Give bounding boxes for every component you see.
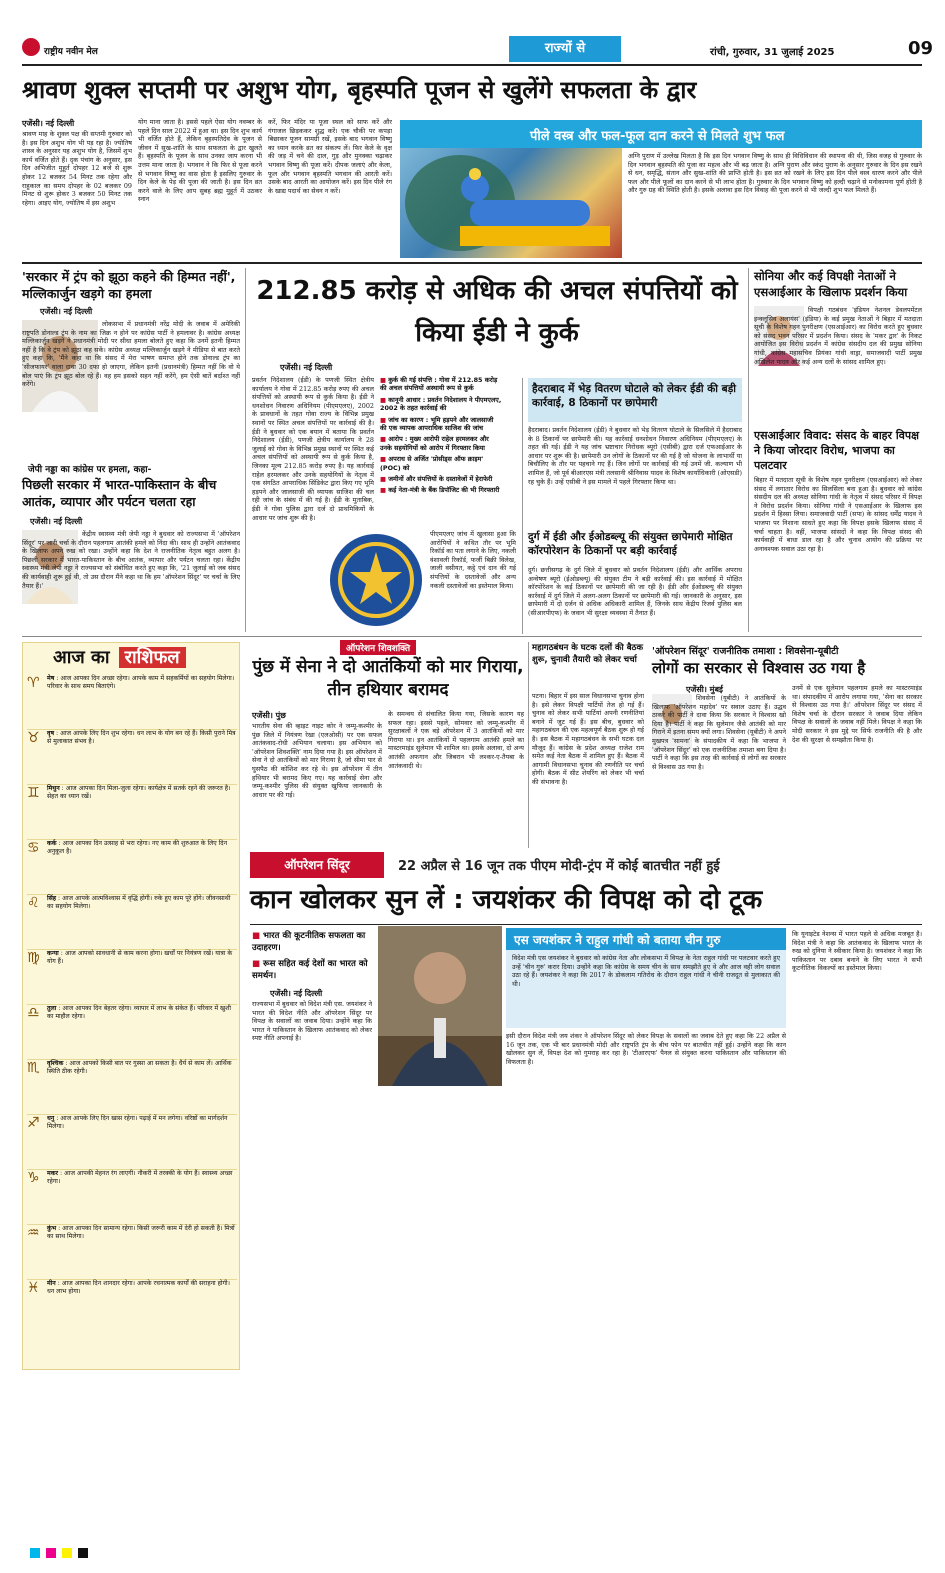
rashifal-sign: कन्या <box>47 950 59 957</box>
lead-banner-text: पीले वस्त्र और फल-फूल दान करने से मिलते शुभ फल <box>530 129 785 144</box>
reg-mark <box>78 1548 88 1558</box>
divider-1 <box>22 262 922 264</box>
ed-box-4: ■ आरोप : मुख्य आरोपी राहेल हरमलकर और उनके सहयोगियों को आरोप में गिरफ्तार किया <box>380 435 502 452</box>
rashifal-text: आज आपके लिए दिन खास रहेगा। पढ़ाई में मन लगेगा। वरिष्ठों का मार्गदर्शन मिलेगा। <box>47 1115 228 1131</box>
zodiac-icon: ♍ <box>27 950 40 966</box>
lead-col-2: योग माना जाता है। इससे पहले ऐसा योग नवम्बर के पहले दिन साल 2022 में हुआ था। इस दिन शुभ कार्य भी वर्जित होते हैं, लेकिन बृहस्पतिदेव के पूजन से जीवन में सुख-शांति के साथ सफलता के द्वार खुलते हैं। बृहस्पति के पूजन के साथ उनका जाप करना भी उत्तम माना जाता है। भगवान ने कि फिर से पूजा करने से भगवान विष्णु का वास होता है इसलिए गुरुवार के दिन केले के पेड़ की पूजा की जाती है। इस दिन व्रत करने वाले के लिए आप सुबह ब्रह्म मुहूर्त में उठकर स्नान <box>138 118 262 204</box>
shivsena-text: शिवसेना (यूबीटी) ने आतंकियों के खिलाफ 'ऑपरेशन महादेव' पर सवाल उठाए हैं। उद्धव ठाकरे की पार्टी ने दावा किया कि सरकार ने विश्वास खो दिया है। पार्टी ने कहा कि सुलेमान जैसे आतंकी को मार गिराने में इतना समय क्यों लगा। शिवसेना (यूबीटी) ने अपने मुखपत्र 'सामना' के संपादकीय में कहा कि भाजपा ने 'ऑपरेशन सिंदूर' को एक राजनीतिक तमाशा बना दिया है। पार्टी ने कहा कि इस तरह की कार्रवाई से लोगों का सरकार से विश्वास उठ गया है। <box>652 694 786 771</box>
rashifal-item: ♏ वृश्चिक : आज आपको किसी बात पर गुस्सा आ सकता है। धैर्य से काम लें। आर्थिक स्थिति ठीक रहेगी। <box>27 1060 237 1115</box>
sindoor-left-text: राज्यसभा में बुधवार को विदेश मंत्री एस. जयशंकर ने भारत की विदेश नीति और ऑपरेशन सिंदूर पर विपक्ष के सवालों का जवाब दिया। उन्होंने कहा कि भारत ने पाकिस्तान के खिलाफ आतंकवाद को लेकर स्पष्ट नीति अपनाई है। <box>252 1000 372 1043</box>
ed-box-5: ■ अपराध से अर्जित 'प्रोसीड्स ऑफ क्राइम' (POC) को <box>380 455 502 472</box>
ed-emblem-icon <box>326 530 426 630</box>
ed-box-7: ■ कई नेता-मंत्री के बैंक डिपॉजिट की भी गिरफ्तारी <box>380 486 502 494</box>
rashifal-sign: कर्क <box>47 840 57 847</box>
shivsena-kicker: 'ऑपरेशन सिंदूर' राजनीतिक तमाशा : शिवसेना-यूबीटी <box>652 646 839 657</box>
nadda-dateline: एजेंसी। नई दिल्ली <box>30 517 83 526</box>
sir-text: बिहार में मतदाता सूची के विशेष गहन पुनरीक्षण (एसआईआर) को लेकर संसद में लगातार विरोध का सिलसिला बना हुआ है। बुधवार को कांग्रेस संसदीय दल की अध्यक्ष सोनिया गांधी के नेतृत्व में संसद परिसर में विपक्ष ने विरोध प्रदर्शन किया। सोनिया गांधी ने एसआईआर के खिलाफ इस प्रदर्शन में हिस्सा लिया। समाजवादी पार्टी (सपा) के सांसद धर्मेंद्र यादव ने भाजपा पर निशाना साधते हुए कहा कि विपक्ष इसके खिलाफ संसद में चर्चा चाहता है। वहीं, भाजपा सांसदों ने कहा कि विपक्ष संसद की कार्यवाही में बाधा डाल रहा है और चुनाव आयोग की प्रक्रिया पर अनावश्यक सवाल उठा रहा है। <box>754 476 922 553</box>
rashifal-sign: मीन <box>47 1280 56 1287</box>
divider-2 <box>22 636 922 637</box>
blue-box-headline: एस जयशंकर ने राहुल गांधी को बताया चीन गुरु <box>514 933 721 947</box>
rashifal-item: ♒ कुंभ : आज आपका दिन सामान्य रहेगा। किसी जरूरी काम में देरी हो सकती है। मित्रों का साथ मिलेगा। <box>27 1225 237 1280</box>
rashifal-sign: मेष <box>47 675 55 682</box>
rashifal-title <box>53 645 186 669</box>
jaishankar-blue-box <box>506 928 786 950</box>
kharge-dateline: एजेंसी। नई दिल्ली <box>40 307 93 316</box>
lead-col-1: श्रावण माह के शुक्ल पक्ष की सप्तमी गुरुवार को है। इस दिन अशुभ योग भी पड़ रहा है। ज्योतिष शास्त्र के अनुसार यह अशुभ योग है, जिसमें शुभ कार्य वर्जित होते हैं। दृक पंचांग के अनुसार, इस दिन अभिजीत मुहूर्त दोपहर 12 बजे से शुरू होकर 12 बजकर 54 मिनट तक रहेगा और राहुकाल का समय दोपहर के 02 बजकर 09 मिनट से शुरू होकर 3 बजकर 50 मिनट तक रहेगा। आइए योग, ज्योतिष में इस अशुभ <box>22 130 132 207</box>
sindoor-bullets <box>252 930 372 982</box>
divider-v3 <box>748 268 749 632</box>
rashifal-sign: धनु <box>47 1115 55 1122</box>
jaishankar-blue-body <box>506 950 786 1028</box>
shivsena-headline: लोगों का सरकार से विश्वास उठ गया है <box>652 659 866 677</box>
ed-logo <box>326 530 426 630</box>
poonch-kicker: ऑपरेशन शिवशक्ति <box>340 640 416 655</box>
rashifal-item: ♑ मकर : आज आपकी मेहनत रंग लाएगी। नौकरी में तरक्की के योग हैं। स्वास्थ्य अच्छा रहेगा। <box>27 1170 237 1225</box>
rashifal-text: आज आपका दिन अच्छा रहेगा। आपके काम में सहकर्मियों का सहयोग मिलेगा। परिवार के साथ समय बिताएंगे। <box>47 675 235 691</box>
mahagath-headline: महागठबंधन के घटक दलों की बैठक शुरू, चुनावी तैयारी को लेकर चर्चा <box>532 643 644 665</box>
ed-box-1: ■ कुर्क की गई संपत्ति : गोवा में 212.85 करोड़ की अचल संपत्तियों अस्थायी रूप से कुर्क <box>380 376 502 393</box>
ed-more-text: पीएमएलए जांच में खुलासा हुआ कि आरोपियों ने कथित तौर पर भूमि रिकॉर्ड का पता लगाने के लिए, नकली वंशावली रिकॉर्ड, फर्जी बिक्री विलेख, जाली वसीयत, कट्ठे एवं दान की गई संपत्तियों के दस्तावेजों और अन्य नकली दस्तावेजों का इस्तेमाल किया। <box>430 530 516 590</box>
rashifal-text: आज आपके लिए दिन शुभ रहेगा। धन लाभ के योग बन रहे हैं। किसी पुराने मित्र से मुलाकात संभव है। <box>47 730 236 746</box>
lead-col-3: करें, फिर मंदिर या पूजा स्थल को साफ करें और गंगाजल छिड़ककर शुद्ध करें। एक चौकी पर कपड़ा बिछाकर पूजन सामग्री रखें, इसके बाद भगवान विष्णु का ध्यान करके व्रत का संकल्प लें। फिर केले के वृक्ष की जड़ में चने की दाल, गुड़ और मुनक्का चढ़ाकर भगवान विष्णु की पूजा करें। दीपक जलाएं और केला, फूल और भगवान बृहस्पति भगवान की आरती करें। उसके बाद आरती का आयोजन करें। इस दिन पीले रंग के खाद्य पदार्थ का सेवन न करें। <box>268 118 392 195</box>
ed-info-box <box>380 376 502 526</box>
rashifal-sign: मिथुन <box>47 785 60 792</box>
kharge-headline: 'सरकार में ट्रंप को झूठा कहने की हिम्मत नहीं', मल्लिकार्जुन खड़गे का हमला <box>22 269 236 301</box>
rashifal-text: आज आपका दिन शानदार रहेगा। आपके रचनात्मक कार्यों की सराहना होगी। धन लाभ होगा। <box>47 1280 230 1296</box>
shivsena-dateline: एजेंसी। मुंबई <box>686 685 723 694</box>
sindoor-bottom-text: इसी दौरान विदेश मंत्री जय शंकर ने ऑपरेशन सिंदूर को लेकर विपक्ष के सवालों का जवाब देते हुए कहा कि 22 अप्रैल से 16 जून तक, एक भी बार प्रधानमंत्री मोदी और राष्ट्रपति ट्रंप के बीच फोन पर बातचीत नहीं हुई। उन्होंने कहा कि कान खोलकर सुन लें, विपक्ष देश को गुमराह कर रहा है। 'टीआरएफ' पैनल से संयुक्त करना पाकिस्तान और पाकिस्तान की विफलता है। <box>506 1032 786 1066</box>
mahagath-text: पटना। बिहार में इस साल विधानसभा चुनाव होना है। इसे लेकर विपक्षी पार्टियों तेज हो गई हैं। चुनाव को लेकर सभी पार्टियां अपनी रणनीतियां बनाने में जुट गई हैं। इस बीच, बुधवार को महागठबंधन की एक महत्वपूर्ण बैठक शुरू हो गई है। इस बैठक में महागठबंधन के सभी घटक दल मौजूद हैं। कांग्रेस के प्रदेश अध्यक्ष राजेश राम समेत कई नेता बैठक में शामिल हुए हैं। बैठक में आगामी विधानसभा चुनाव की रणनीति पर चर्चा होगी। बैठक में सीट शेयरिंग को लेकर भी चर्चा की संभावना है। <box>532 692 644 786</box>
rashifal-sign: कुंभ <box>47 1225 57 1232</box>
sonia-headline: सोनिया और कई विपक्षी नेताओं ने एसआईआर के खिलाफ प्रदर्शन किया <box>754 269 908 299</box>
zodiac-icon: ♓ <box>27 1280 40 1296</box>
rashifal-text: आज आपका दिन मिला-जुला रहेगा। कार्यक्षेत्र में सतर्क रहने की जरूरत है। सेहत का ध्यान रखें। <box>47 785 231 801</box>
print-registration-strip <box>30 1548 915 1558</box>
lead-headline: श्रावण शुक्ल सप्तमी पर अशुभ योग, बृहस्पति पूजन से खुलेंगे सफलता के द्वार <box>22 76 697 104</box>
rashifal-item: ♐ धनु : आज आपके लिए दिन खास रहेगा। पढ़ाई में मन लगेगा। वरिष्ठों का मार्गदर्शन मिलेगा। <box>27 1115 237 1170</box>
rashifal-text: आज आपको किसी बात पर गुस्सा आ सकता है। धैर्य से काम लें। आर्थिक स्थिति ठीक रहेगी। <box>47 1060 232 1076</box>
rashifal-sign: वृष <box>47 730 55 737</box>
jaishankar-portrait <box>378 926 502 1086</box>
zodiac-icon: ♑ <box>27 1170 40 1186</box>
zodiac-icon: ♉ <box>27 730 40 746</box>
rashifal-text: आज आपका दिन उत्साह से भरा रहेगा। नए काम की शुरुआत के लिए दिन अनुकूल है। <box>47 840 228 856</box>
rashifal-panel <box>22 642 240 1370</box>
zodiac-icon: ♌ <box>27 895 40 911</box>
ed-dateline: एजेंसी। नई दिल्ली <box>280 363 333 372</box>
rashifal-sign: तुला <box>47 1005 57 1012</box>
hyderabad-text: हैदराबाद। प्रवर्तन निदेशालय (ईडी) ने बुधवार को भेड़ वितरण घोटाले के सिलसिले में हैदराबाद के 8 ठिकानों पर छापेमारी की। यह कार्रवाई धनशोधन निवारण अधिनियम (पीएमएलए) के तहत की गई। ईडी ने यह जांच भ्रष्टाचार निरोधक ब्यूरो (एसीबी) द्वारा दर्ज एफआईआर के आधार पर शुरू की है। छापेमारी उन लोगों के ठिकानों पर की गई है जो योजना के लाभार्थी या बिचौलिए के तौर पर पहचाने गए हैं। जिन लोगों पर कार्रवाई की गई उनमें जी. कल्याण भी शामिल हैं, जो पूर्व बीआरएस मंत्री तलसानी श्रीनिवास यादव के विशेष कार्याधिकारी (ओएसडी) रह चुके हैं। उन्हें एसीबी ने इस मामले में पहले गिरफ्तार किया था। <box>528 426 742 486</box>
divider-3 <box>250 924 922 925</box>
durg-text: दुर्ग। छत्तीसगढ़ के दुर्ग जिले में बुधवार को प्रवर्तन निदेशालय (ईडी) और आर्थिक अपराध अन्वेषण ब्यूरो (ईओडब्ल्यू) की संयुक्त टीम ने बड़ी कार्रवाई की। इस कार्रवाई में मोक्षित कॉरपोरेशन के कई ठिकानों पर छापेमारी की जा रही है। ईडी और ईओडब्ल्यू की संयुक्त कार्रवाई में दुर्ग जिले में अलग-अलग ठिकानों पर छापेमारी की गई। जानकारी के अनुसार, इस छापेमारी में दो दर्जन से अधिक अधिकारी शामिल हैं, जिनके साथ केंद्रीय रिजर्व पुलिस बल (सीआरपीएफ) के जवान भी सुरक्षा व्यवस्था में तैनात हैं। <box>528 566 742 617</box>
ed-box-3: ■ जांच का कारण : भूमि हड़पने और जालसाजी की एक व्यापक आपराधिक साजिश की जांच <box>380 416 502 433</box>
rashifal-item: ♌ सिंह : आज आपके आत्मविश्वास में वृद्धि होगी। रुके हुए काम पूरे होंगे। जीवनसाथी का सहयोग मिलेगा। <box>27 895 237 950</box>
zodiac-icon: ♒ <box>27 1225 40 1241</box>
lead-dateline: एजेंसी। नई दिल्ली <box>22 119 75 128</box>
ed-box-2: ■ कानूनी आधार : प्रवर्तन निदेशालय ने पीएमएलए, 2002 के तहत कार्रवाई की <box>380 396 502 413</box>
brand-logo <box>22 38 152 62</box>
zodiac-icon: ♊ <box>27 785 40 801</box>
rashifal-title-prefix: आज का <box>53 647 110 668</box>
rashifal-item: ♓ मीन : आज आपका दिन शानदार रहेगा। आपके रचनात्मक कार्यों की सराहना होगी। धन लाभ होगा। <box>27 1280 237 1335</box>
zodiac-icon: ♋ <box>27 840 40 856</box>
poonch-headline: पुंछ में सेना ने दो आतंकियों को मार गिराया, तीन हथियार बरामद <box>252 657 524 700</box>
rashifal-title-main: राशिफल <box>119 647 186 668</box>
zodiac-icon: ♐ <box>27 1115 40 1131</box>
divider-v4 <box>528 642 529 848</box>
blue-box-text: विदेश मंत्री एस जयशंकर ने बुधवार को कांग्रेस नेता और लोकसभा में विपक्ष के नेता राहुल गांधी पर पलटवार करते हुए उन्हें 'चीन गुरु' करार दिया। उन्होंने कहा कि कांग्रेस के समय चीन के साथ समझौते हुए थे और आज वही लोग सवाल उठा रहे हैं। जयशंकर ने कहा कि 2017 के डोकलाम गतिरोध के दौरान राहुल गांधी ने चीनी राजदूत से मुलाकात की थी। <box>512 954 780 988</box>
nadda-headline: पिछली सरकार में भारत-पाकिस्तान के बीच आतंक, व्यापार और पर्यटन चलता रहा <box>22 477 217 509</box>
rashifal-sign: सिंह <box>47 895 57 902</box>
poonch-dateline: एजेंसी। पुंछ <box>252 711 286 720</box>
issue-date: रांची, गुरुवार, 31 जुलाई 2025 <box>710 47 835 58</box>
sindoor-dateline: एजेंसी। नई दिल्ली <box>270 989 323 998</box>
lead-banner <box>400 120 922 148</box>
rashifal-text: आज आपका दिन सामान्य रहेगा। किसी जरूरी काम में देरी हो सकती है। मित्रों का साथ मिलेगा। <box>47 1225 235 1241</box>
nadda-kicker: जेपी नड्डा का कांग्रेस पर हमला, कहा- <box>28 465 152 475</box>
rashifal-sign: वृश्चिक <box>47 1060 64 1067</box>
sindoor-bullet: ■ रूस सहित कई देशों का भारत को समर्थन। <box>252 958 372 982</box>
rashifal-text: आज आपको सावधानी से काम करना होगा। खर्चों पर नियंत्रण रखें। यात्रा के योग हैं। <box>47 950 233 966</box>
ed-headline: 212.85 करोड़ से अधिक की अचल संपत्तियों को किया ईडी ने कुर्क <box>256 276 738 348</box>
hyderabad-headline: हैदराबाद में भेड़ वितरण घोटाले को लेकर ईडी की बड़ी कार्रवाई, 8 ठिकानों पर छापेमारी <box>532 383 736 409</box>
reg-mark <box>62 1548 72 1558</box>
vishnu-image <box>400 148 622 258</box>
rashifal-text: आज आपका दिन बेहतर रहेगा। व्यापार में लाभ के संकेत हैं। परिवार में खुशी का माहौल रहेगा। <box>47 1005 231 1021</box>
rashifal-text: आज आपके आत्मविश्वास में वृद्धि होगी। रुके हुए काम पूरे होंगे। जीवनसाथी का सहयोग मिलेगा। <box>47 895 231 911</box>
rashifal-item: ♋ कर्क : आज आपका दिन उत्साह से भरा रहेगा। नए काम की शुरुआत के लिए दिन अनुकूल है। <box>27 840 237 895</box>
rashifal-sign: मकर <box>47 1170 58 1177</box>
zodiac-icon: ♎ <box>27 1005 40 1021</box>
section-tab: राज्यों से <box>509 36 621 62</box>
rashifal-list <box>27 675 237 1335</box>
shivsena-text-2: उनमें से एक सुलेमान पहलगाम हमले का मास्टरमाइंड था। संपादकीय में आरोप लगाया गया, 'सेना का सरकार से विश्वास उठ गया है।' ऑपरेशन सिंदूर पर संसद में विशेष चर्चा के दौरान सरकार ने जवाब दिया लेकिन विपक्ष के सवालों के जवाब नहीं मिले। विपक्ष ने कहा कि मोदी सरकार ने इस मुद्दे पर सिर्फ राजनीति की है और देश की सुरक्षा से समझौता किया है। <box>792 684 922 744</box>
sindoor-kicker: 22 अप्रैल से 16 जून तक पीएम मोदी-ट्रंप में कोई बातचीत नहीं हुई <box>398 859 720 874</box>
poonch-text-2: के समन्वय से संचालित किया गया, जिसके कारण यह सफल रहा। इससे पहले, सोमवार को जम्मू-कश्मीर में सुरक्षाबलों ने एक बड़े ऑपरेशन में 3 आतंकियों को मार गिराया था। इन आतंकियों में पहलगाम आतंकी हमले का मास्टरमाइंड सुलेमान भी शामिल था। इसके अलावा, दो अन्य आतंकी अफगान और जिबरान भी लश्कर-ए-तैयबा के आतंकवादी थे। <box>388 710 524 770</box>
hyderabad-box <box>528 378 742 422</box>
masthead <box>22 34 934 66</box>
sindoor-bullet: ■ भारत की कूटनीतिक सफलता का उदाहरण। <box>252 930 372 954</box>
rashifal-item: ♎ तुला : आज आपका दिन बेहतर रहेगा। व्यापार में लाभ के संकेत हैं। परिवार में खुशी का माहौल रहेगा। <box>27 1005 237 1060</box>
durg-headline: दुर्ग में ईडी और ईओडब्ल्यू की संयुक्त छापेमारी मोक्षित कॉरपोरेशन के ठिकानों पर बड़ी कार्रवाई <box>528 531 733 557</box>
rashifal-text: आज आपकी मेहनत रंग लाएगी। नौकरी में तरक्की के योग हैं। स्वास्थ्य अच्छा रहेगा। <box>47 1170 233 1186</box>
reg-mark <box>46 1548 56 1558</box>
brand-logo-mark <box>22 38 40 56</box>
sonia-text: विपक्षी गठबंधन 'इंडियन नेशनल डेवलपमेंटल इन्क्लूसिव अलायंस' (इंडिया) के कई प्रमुख नेताओं ने बिहार में मतदाता सूची के विशेष गहन पुनरीक्षण (एसआईआर) का विरोध करते हुए बुधवार को संसद भवन परिसर में प्रदर्शन किया। संसद के 'मकर द्वार' के निकट आयोजित इस विरोध प्रदर्शन में कांग्रेस संसदीय दल की प्रमुख सोनिया गांधी, कांग्रेस महासचिव प्रियंका गांधी वाड्रा, समाजवादी पार्टी प्रमुख अखिलेश यादव और कई अन्य दलों के सांसद शामिल हुए। <box>754 306 922 366</box>
sindoor-right-text: कि यूनाइटेड नेशन्स में भारत पहले से अधिक मजबूत है। विदेश मंत्री ने कहा कि आतंकवाद के खिलाफ भारत के रुख को दुनिया ने स्वीकार किया है। जयशंकर ने कहा कि पाकिस्तान पर दबाव बनाने के लिए भारत ने सभी कूटनीतिक विकल्पों का इस्तेमाल किया। <box>792 930 922 973</box>
rashifal-item: ♊ मिथुन : आज आपका दिन मिला-जुला रहेगा। कार्यक्षेत्र में सतर्क रहने की जरूरत है। सेहत का ध्यान रखें। <box>27 785 237 840</box>
poonch-text: भारतीय सेना की व्हाइट नाइट कोर ने जम्मू-कश्मीर के पुंछ जिले में नियंत्रण रेखा (एलओसी) पर एक सफल आतंकवाद-रोधी अभियान चलाया। इस अभियान को 'ऑपरेशन शिवशक्ति' नाम दिया गया है। इस ऑपरेशन में सेना ने दो आतंकियों को मार गिराया है, जो सीमा पार से घुसपैठ की कोशिश कर रहे थे। इस ऑपरेशन में तीन हथियार भी बरामद किए गए। यह कार्रवाई सेना और जम्मू-कश्मीर पुलिस की संयुक्त खुफिया जानकारी के आधार पर की गई। <box>252 722 382 799</box>
brand-name: राष्ट्रीय नवीन मेल <box>44 47 98 57</box>
ed-box-6: ■ जमीनों और संपत्तियों के दस्तावेजों में हेराफेरी <box>380 475 502 483</box>
rashifal-item: ♈ मेष : आज आपका दिन अच्छा रहेगा। आपके काम में सहकर्मियों का सहयोग मिलेगा। परिवार के साथ समय बिताएंगे। <box>27 675 237 730</box>
nadda-text: केंद्रीय स्वास्थ्य मंत्री जेपी नड्डा ने बुधवार को राज्यसभा में 'ऑपरेशन सिंदूर' पर जारी चर्चा के दौरान पहलगाम आतंकी हमले को निंदा की। साथ ही उन्होंने आतंकवाद के खिलाफ अपने रुख को रखा। उन्होंने कहा कि देश ने राजनीतिक नेतृत्व बहुत अलग है। पिछली सरकार में भारत-पाकिस्तान के बीच आतंक, व्यापार और पर्यटन चलता रहा। केंद्रीय स्वास्थ्य मंत्री जेपी नड्डा ने राज्यसभा को संबोधित करते हुए कहा कि, '21 जुलाई को जब संसद की कार्यवाही शुरू हुई थी, तो उस दौरान मैंने कहा था कि हम 'ऑपरेशन सिंदूर' पर चर्चा के लिए तैयार हैं।' <box>22 530 240 590</box>
zodiac-icon: ♏ <box>27 1060 40 1076</box>
sindoor-label: ऑपरेशन सिंदूर <box>250 852 384 878</box>
sir-headline: एसआईआर विवाद: संसद के बाहर विपक्ष ने किया जोरदार विरोध, भाजपा का पलटवार <box>754 429 919 472</box>
zodiac-icon: ♈ <box>27 675 40 691</box>
rashifal-item: ♍ कन्या : आज आपको सावधानी से काम करना होगा। खर्चों पर नियंत्रण रखें। यात्रा के योग हैं। <box>27 950 237 1005</box>
sindoor-headline: कान खोलकर सुन लें : जयशंकर की विपक्ष को दो टूक <box>250 885 763 915</box>
reg-mark <box>30 1548 40 1558</box>
lead-right-text: अग्नि पुराण में उल्लेख मिलता है कि इस दिन भगवान विष्णु के साथ ही विधिविधान की स्थापना की थी, जिस वजह से गुरुवार के दिन भगवान बृहस्पति की पूजा का महत्व और भी बढ़ जाता है। अग्नि पुराण और स्कंद पुराण के अनुसार गुरुवार के दिन इस रखने से धन, समृद्धि, संतान और सुख-शांति की प्राप्ति होती है। इस व्रत को रखने के लिए इस दिन पीले वस्त्र धारण करने और पीले फल और पीले फूलों का दान करने से भी लाभ होता है। गुरुवार के दिन भगवान विष्णु को हल्दी चढ़ाने से मनोकामना पूर्ण होती है और गुरु ग्रह की स्थिति होती है। इसके अलावा इस दिन विवाह की पूजा करने से भी जल्दी शुभ फल मिलते हैं। <box>628 152 922 195</box>
jaishankar-photo <box>378 926 502 1086</box>
divider-v1 <box>245 268 246 632</box>
page-number: 09 <box>908 38 934 59</box>
ed-text: प्रवर्तन निदेशालय (ईडी) के पणजी स्थित क्षेत्रीय कार्यालय ने गोवा में 212.85 करोड़ रुपए की अचल संपत्तियों को अस्थायी रूप से कुर्क किया है। ईडी ने धनशोधन निवारण अधिनियम (पीएमएलए), 2002 के प्रावधानों के तहत गोवा राज्य के विभिन्न प्रमुख स्थानों पर स्थित अचल संपत्तियों पर कार्रवाई की है। ईडी ने बुधवार को एक बयान में बताया कि प्रवर्तन निदेशालय (ईडी), पणजी क्षेत्रीय कार्यालय ने 28 जुलाई को गोवा के विभिन्न प्रमुख स्थानों पर स्थित कई अचल संपत्तियों को अस्थायी रूप से कुर्क किया है, जिनका मूल्य 212.85 करोड़ रुपए है। यह कार्रवाई राहेल हरमलकर और उनके सहयोगियों के नेतृत्व में एक संगठित आपराधिक सिंडिकेट द्वारा किए गए भूमि हड़पने और जालसाजी की व्यापक साजिश की चल रही जांच के संबंध में की गई है। ईडी के मुताबिक, ईडी ने गोवा पुलिस द्वारा दर्ज दो प्राथमिकियों के आधार पर जांच शुरू की है। <box>252 376 374 522</box>
rashifal-item: ♉ वृष : आज आपके लिए दिन शुभ रहेगा। धन लाभ के योग बन रहे हैं। किसी पुराने मित्र से मुलाकात संभव है। <box>27 730 237 785</box>
sindoor-banner <box>250 852 922 878</box>
vishnu-illustration <box>400 148 622 258</box>
divider-v2 <box>522 378 523 634</box>
kharge-text: लोकसभा में प्रधानमंत्री नरेंद्र मोदी के जवाब में अमेरिकी राष्ट्रपति डोनाल्ड ट्रंप के नाम का जिक्र न होने पर कांग्रेस पार्टी ने हमलावर है। कांग्रेस अध्यक्ष मल्लिकार्जुन खड़गे ने प्रधानमंत्री मोदी पर सीधा हमला बोलते हुए कहा कि उनमें इतनी हिम्मत नहीं है कि वे ट्रंप को झूठा कह सकें। कांग्रेस अध्यक्ष मल्लिकार्जुन खड़गे ने मीडिया से बात करते हुए कहा कि, 'मैंने कहा था कि संसद में मेरा भाषण समाप्त होने तक डोनाल्ड ट्रंप का 'सीजफायर' वाला दावा 30 दफा हो जाएगा, लेकिन इतनी (प्रधानमंत्री) हिम्मत नहीं कि वो ये बोल पाएं कि ट्रंप झूठ बोल रहे हैं। वह हम इसको सहन नहीं करेंगे, हम ऐसी बातें बर्दाश्त नहीं करेंगे। <box>22 320 240 389</box>
